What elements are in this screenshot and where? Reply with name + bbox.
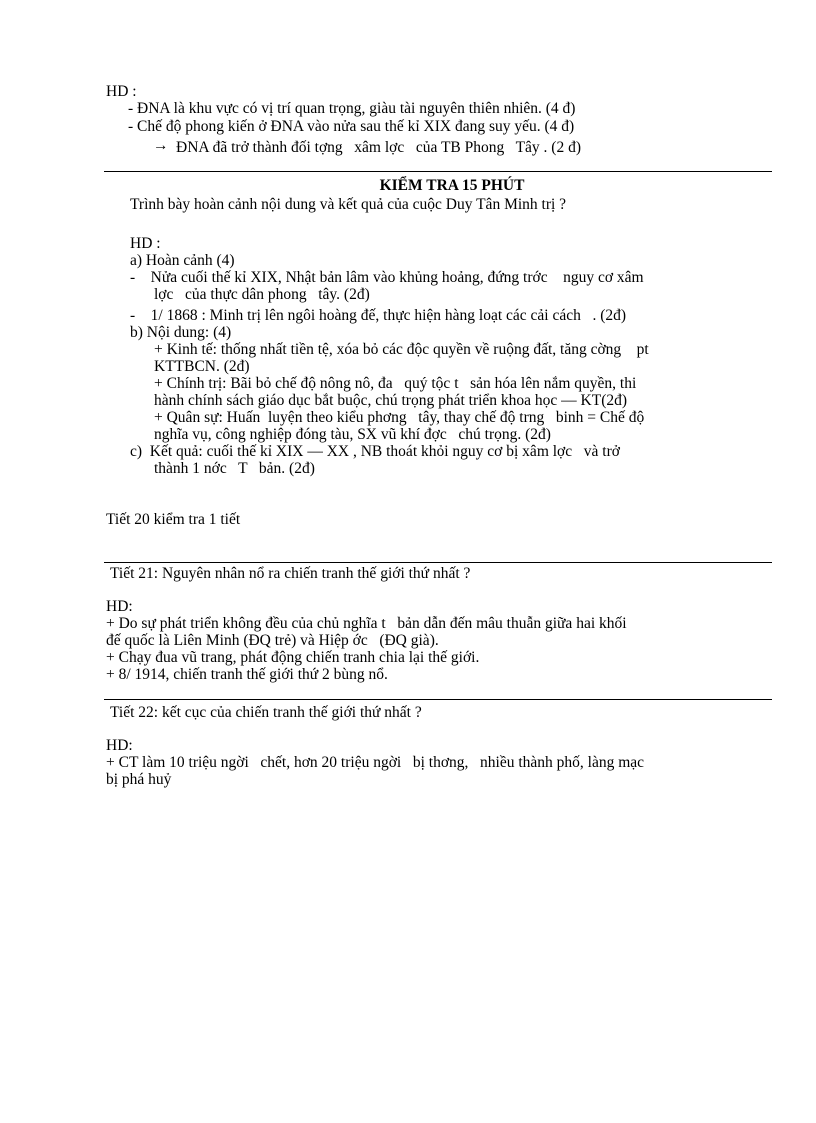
answer-line: + CT làm 10 triệu ngời chết, hơn 20 triệu ngời bị thơng, nhiều thành phố, làng mạc <box>106 754 645 771</box>
subheading: b) Nội dung: (4) <box>130 324 232 341</box>
answer-line: - Nửa cuối thế kỉ XIX, Nhật bản lâm vào khủng hoảng, đứng trớc nguy cơ xâm <box>130 269 644 286</box>
answer-line: - Chế độ phong kiến ở ĐNA vào nửa sau thế kỉ XIX đang suy yếu. (4 đ) <box>128 118 575 135</box>
answer-line: đế quốc là Liên Minh (ĐQ trẻ) và Hiệp ớc (ĐQ già). <box>106 632 439 649</box>
answer-line: + Chạy đua vũ trang, phát động chiến tranh chia lại thế giới. <box>106 649 480 666</box>
divider <box>104 171 772 172</box>
answer-line: c) Kết quả: cuối thế kỉ XIX — XX , NB thoát khỏi nguy cơ bị xâm lợc và trở <box>130 443 620 460</box>
answer-line: hành chính sách giáo dục bắt buộc, chú trọng phát triển khoa học — KT(2đ) <box>154 392 628 409</box>
answer-line: - ĐNA là khu vực có vị trí quan trọng, giàu tài nguyên thiên nhiên. (4 đ) <box>128 100 576 117</box>
subheading: a) Hoàn cảnh (4) <box>130 252 235 269</box>
answer-line: + Quân sự: Huấn luyện theo kiểu phơng tây, thay chế độ trng binh = Chế độ <box>154 409 645 426</box>
answer-line: lợc của thực dân phong tây. (2đ) <box>154 286 370 303</box>
hd-label: HD: <box>106 737 133 754</box>
section-title: KIỂM TRA 15 PHÚT <box>379 177 525 194</box>
answer-line: bị phá huỷ <box>106 771 172 788</box>
answer-line: + Kinh tế: thống nhất tiền tệ, xóa bỏ các độc quyền về ruộng đất, tăng cờng pt <box>154 341 649 358</box>
answer-line: ĐNA đã trở thành đối tợng xâm lợc của TB Phong Tây . (2 đ) <box>176 139 582 156</box>
hd-label: HD : <box>130 235 161 252</box>
answer-line: KTTBCN. (2đ) <box>154 358 250 375</box>
answer-line: thành 1 nớc T bản. (2đ) <box>154 460 315 477</box>
divider <box>104 699 772 700</box>
hd-label: HD : <box>106 83 137 100</box>
question: Tiết 21: Nguyên nhân nổ ra chiến tranh thế giới thứ nhất ? <box>110 565 471 582</box>
question: Tiết 22: kết cục của chiến tranh thế giới thứ nhất ? <box>110 704 422 721</box>
answer-line: nghĩa vụ, công nghiệp đóng tàu, SX vũ khí đợc chú trọng. (2đ) <box>154 426 551 443</box>
question: Trình bày hoàn cảnh nội dung và kết quả của cuộc Duy Tân Minh trị ? <box>130 196 567 213</box>
answer-line: + 8/ 1914, chiến tranh thế giới thứ 2 bùng nổ. <box>106 666 388 683</box>
lesson-line: Tiết 20 kiểm tra 1 tiết <box>106 511 241 528</box>
divider <box>104 562 772 563</box>
arrow-icon: → <box>153 137 169 154</box>
hd-label: HD: <box>106 598 133 615</box>
answer-line: - 1/ 1868 : Minh trị lên ngôi hoàng đế, thực hiện hàng loạt các cải cách . (2đ) <box>130 307 627 324</box>
answer-line: + Chính trị: Bãi bỏ chế độ nông nô, đa quý tộc t sản hóa lên nắm quyền, thi <box>154 375 637 392</box>
answer-line: + Do sự phát triển không đều của chủ nghĩa t bản dẫn đến mâu thuẫn giữa hai khối <box>106 615 627 632</box>
